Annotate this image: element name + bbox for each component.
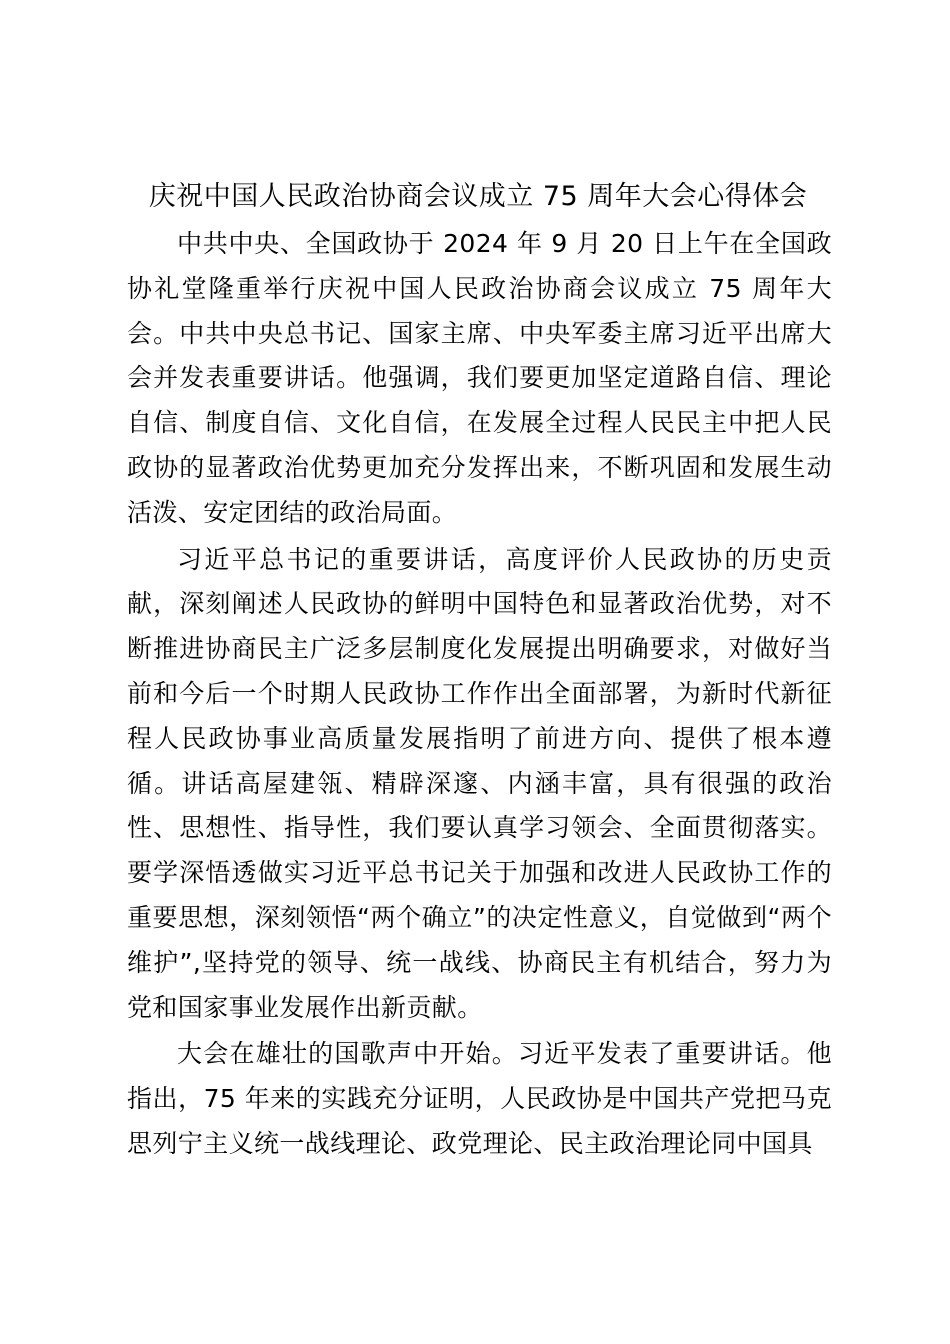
paragraph-1: 中共中央、全国政协于 2024 年 9 月 20 日上午在全国政协礼堂隆重举行庆祝中国人民政治协商会议成立 75 周年大会。中共中央总书记、国家主席、中央军委主席习近平出席大会并发表重要讲话。他强调，我们要更加坚定道路自信、理论自信、制度自信、文化自信，在发展全过程人民民主中把人民政协的显著政治优势更加充分发挥出来，不断巩固和发展生动活泼、安定团结的政治局面。 bbox=[127, 229, 832, 527]
paragraph-3: 大会在雄壮的国歌声中开始。习近平发表了重要讲话。他指出，75 年来的实践充分证明，人民政协是中国共产党把马克思列宁主义统一战线理论、政党理论、民主政治理论同中国具 bbox=[127, 1039, 832, 1158]
document-title: 庆祝中国人民政治协商会议成立 75 周年大会心得体会 bbox=[148, 181, 808, 212]
paragraph-2: 习近平总书记的重要讲话，高度评价人民政协的历史贡献，深刻阐述人民政协的鲜明中国特色和显著政治优势，对不断推进协商民主广泛多层制度化发展提出明确要求，对做好当前和今后一个时期人民政协工作作出全面部署，为新时代新征程人民政协事业高质量发展指明了前进方向、提供了根本遵循。讲话高屋建瓴、精辟深邃、内涵丰富，具有很强的政治性、思想性、指导性，我们要认真学习领会、全面贯彻落实。要学深悟透做实习近平总书记关于加强和改进人民政协工作的重要思想，深刻领悟“两个确立”的决定性意义，自觉做到“两个维护”,坚持党的领导、统一战线、协商民主有机结合，努力为党和国家事业发展作出新贡献。 bbox=[127, 544, 832, 1022]
document-body bbox=[127, 222, 832, 1167]
